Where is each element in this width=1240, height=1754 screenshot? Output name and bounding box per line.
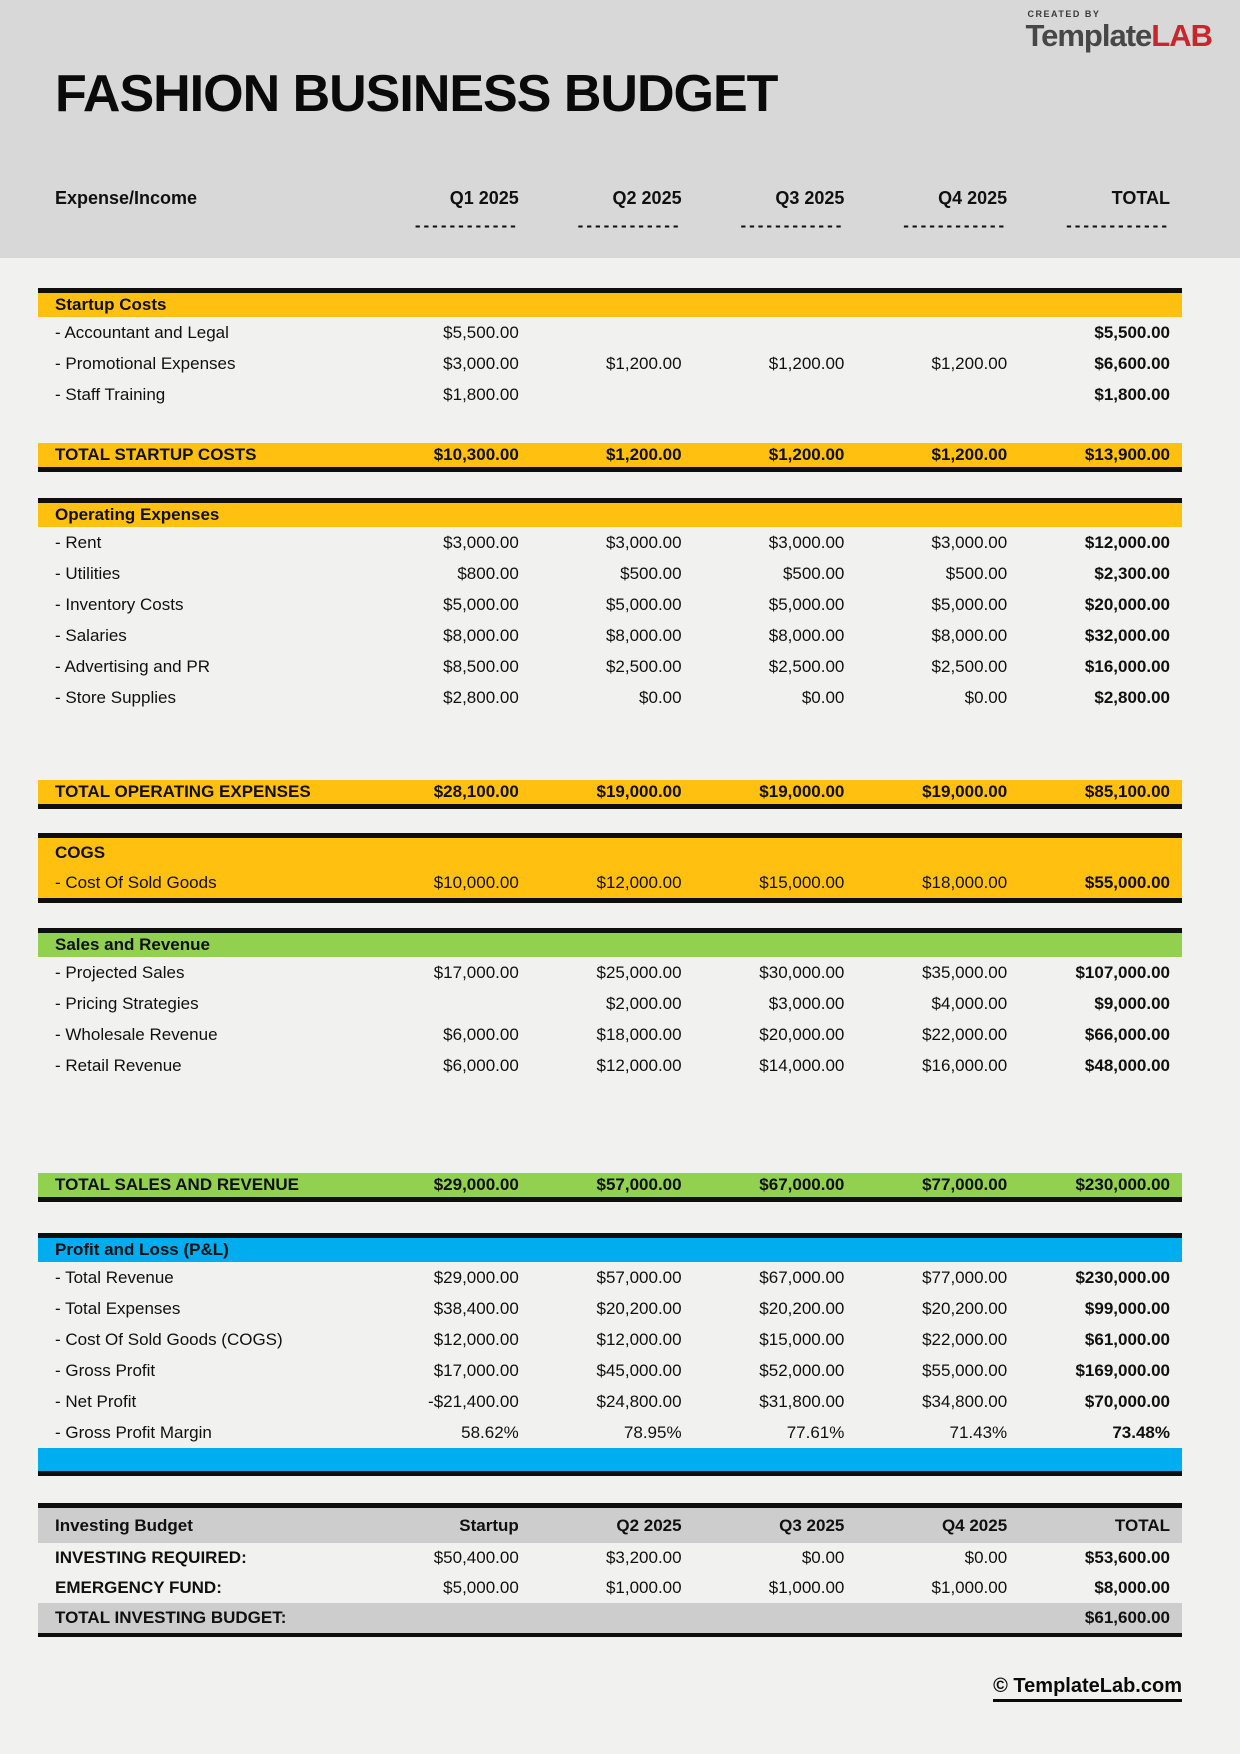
- total-row-label: TOTAL INVESTING BUDGET:: [55, 1608, 287, 1627]
- row-value: $24,800.00: [596, 1391, 682, 1411]
- row-total-value: $53,600.00: [1084, 1548, 1170, 1567]
- total-row-value: $85,100.00: [1084, 782, 1170, 801]
- row-value: $55,000.00: [922, 1360, 1008, 1380]
- row-value: $500.00: [782, 563, 845, 583]
- investing-row: [38, 1573, 1182, 1603]
- row-value: $6,000.00: [443, 1055, 519, 1075]
- row-value: 77.61%: [786, 1422, 845, 1442]
- row-value: $5,000.00: [931, 594, 1008, 614]
- total-row-value: $57,000.00: [596, 1175, 682, 1194]
- row-value: $0.00: [964, 1548, 1008, 1567]
- row-value: $2,000.00: [605, 993, 682, 1013]
- row-label: - Utilities: [55, 563, 121, 583]
- pnl-row: [38, 1417, 1182, 1448]
- section-title: Operating Expenses: [55, 505, 220, 524]
- row-value: $3,000.00: [443, 353, 519, 373]
- row-value: $16,000.00: [922, 1055, 1008, 1075]
- row-total-value: $9,000.00: [1094, 993, 1170, 1013]
- section-header-profit-and-loss: [38, 1233, 1182, 1262]
- total-row-value: $19,000.00: [922, 782, 1008, 801]
- row-label: - Projected Sales: [55, 962, 185, 982]
- row-value: $6,000.00: [443, 1024, 519, 1044]
- total-row-value: $13,900.00: [1084, 445, 1170, 464]
- row-value: $3,000.00: [605, 532, 682, 552]
- row-total-value: $12,000.00: [1084, 532, 1170, 552]
- row-value: $77,000.00: [922, 1267, 1008, 1287]
- row-value: $45,000.00: [596, 1360, 682, 1380]
- row-value: 58.62%: [461, 1422, 519, 1442]
- pnl-row: [38, 1324, 1182, 1355]
- dash-divider: ------------: [903, 216, 1008, 235]
- row-label: - Gross Profit: [55, 1360, 156, 1380]
- row-total-value: $6,600.00: [1094, 353, 1170, 373]
- logo-template-text: Template: [1025, 18, 1152, 53]
- row-value: $29,000.00: [433, 1267, 519, 1287]
- row-total-value: $61,000.00: [1084, 1329, 1170, 1349]
- row-value: $30,000.00: [759, 962, 845, 982]
- row-label: - Accountant and Legal: [55, 322, 229, 342]
- row-value: $20,200.00: [596, 1298, 682, 1318]
- row-value: $5,500.00: [443, 322, 519, 342]
- section-header-cogs: [38, 838, 1182, 867]
- operating-row: [38, 589, 1182, 620]
- pnl-end-bar: [38, 1448, 1182, 1476]
- row-value: $1,000.00: [768, 1578, 845, 1597]
- row-value: $8,000.00: [443, 625, 519, 645]
- row-value: $3,000.00: [931, 532, 1008, 552]
- total-row-value: $19,000.00: [596, 782, 682, 801]
- row-value: $4,000.00: [931, 993, 1008, 1013]
- row-value: $800.00: [457, 563, 519, 583]
- total-row-value: $230,000.00: [1075, 1175, 1170, 1194]
- row-value: $12,000.00: [596, 872, 682, 892]
- row-value: $3,000.00: [768, 993, 845, 1013]
- row-total-value: $16,000.00: [1084, 656, 1170, 676]
- row-value: $20,000.00: [759, 1024, 845, 1044]
- row-label: - Inventory Costs: [55, 594, 184, 614]
- page-header-band: [0, 0, 1240, 258]
- spacer: [38, 410, 1182, 443]
- investing-row: [38, 1543, 1182, 1573]
- column-header-q1: Q1 2025: [449, 188, 519, 208]
- row-value: $2,800.00: [443, 687, 519, 707]
- section-title: COGS: [55, 842, 106, 862]
- pnl-row: [38, 1355, 1182, 1386]
- row-label: - Retail Revenue: [55, 1055, 182, 1075]
- operating-row: [38, 558, 1182, 589]
- row-value: $52,000.00: [759, 1360, 845, 1380]
- row-value: $35,000.00: [922, 962, 1008, 982]
- total-row-value: $29,000.00: [433, 1175, 519, 1194]
- row-label: - Promotional Expenses: [55, 353, 236, 373]
- row-value: $8,000.00: [768, 625, 845, 645]
- row-value: $67,000.00: [759, 1267, 845, 1287]
- budget-table: [38, 258, 1182, 1702]
- row-value: $3,000.00: [768, 532, 845, 552]
- templatelab-footer-link[interactable]: © TemplateLab.com: [993, 1675, 1182, 1702]
- dash-divider: ------------: [577, 216, 682, 235]
- row-label: - Cost Of Sold Goods (COGS): [55, 1329, 283, 1349]
- total-operating-expenses-row: [38, 780, 1182, 809]
- section-profit-and-loss: [38, 1233, 1182, 1476]
- row-label: - Staff Training: [55, 384, 166, 404]
- templatelab-logo: [1025, 10, 1212, 51]
- sales-row: [38, 957, 1182, 988]
- row-value: $5,000.00: [443, 1578, 519, 1597]
- row-value: 78.95%: [623, 1422, 682, 1442]
- row-label: - Cost Of Sold Goods: [55, 872, 217, 892]
- row-value: $57,000.00: [596, 1267, 682, 1287]
- row-value: $14,000.00: [759, 1055, 845, 1075]
- row-total-value: $32,000.00: [1084, 625, 1170, 645]
- total-row-value: $28,100.00: [433, 782, 519, 801]
- row-value: $17,000.00: [433, 962, 519, 982]
- row-value: $2,500.00: [605, 656, 682, 676]
- row-label: - Total Expenses: [55, 1298, 181, 1318]
- row-value: $12,000.00: [596, 1055, 682, 1075]
- investing-title: Investing Budget: [55, 1515, 193, 1535]
- row-label: - Rent: [55, 532, 102, 552]
- section-operating-expenses: [38, 498, 1182, 809]
- row-value: $17,000.00: [433, 1360, 519, 1380]
- total-row-value: $61,600.00: [1084, 1608, 1170, 1627]
- section-header-operating-expenses: [38, 498, 1182, 527]
- row-value: $38,400.00: [433, 1298, 519, 1318]
- cogs-row: [38, 867, 1182, 898]
- column-header-q2: Q2 2025: [612, 188, 682, 208]
- total-row-value: $1,200.00: [768, 445, 845, 464]
- investing-column-q4: Q4 2025: [941, 1515, 1008, 1535]
- section-startup-costs: [38, 288, 1182, 472]
- row-value: $0.00: [801, 687, 845, 707]
- operating-row: [38, 651, 1182, 682]
- total-investing-budget-row: [38, 1603, 1182, 1633]
- row-value: -$21,400.00: [428, 1391, 519, 1411]
- dash-divider: ------------: [1066, 216, 1170, 235]
- row-total-value: $5,500.00: [1094, 322, 1170, 342]
- page-title: FASHION BUSINESS BUDGET: [55, 65, 778, 123]
- row-total-value: $20,000.00: [1084, 594, 1170, 614]
- column-header-expense-income: Expense/Income: [55, 188, 198, 208]
- row-value: $1,800.00: [443, 384, 519, 404]
- row-value: $8,000.00: [931, 625, 1008, 645]
- row-total-value: $99,000.00: [1084, 1298, 1170, 1318]
- row-value: $50,400.00: [433, 1548, 519, 1567]
- investing-column-total: TOTAL: [1114, 1515, 1170, 1535]
- row-value: $22,000.00: [922, 1024, 1008, 1044]
- row-total-value: $2,300.00: [1094, 563, 1170, 583]
- total-startup-costs-row: [38, 443, 1182, 472]
- row-label: - Wholesale Revenue: [55, 1024, 218, 1044]
- row-value: $5,000.00: [443, 594, 519, 614]
- row-value: $8,500.00: [443, 656, 519, 676]
- section-sales-and-revenue: [38, 928, 1182, 1202]
- investing-header-row: [38, 1508, 1182, 1543]
- row-value: $8,000.00: [605, 625, 682, 645]
- investing-column-q3: Q3 2025: [779, 1515, 845, 1535]
- sales-row: [38, 988, 1182, 1019]
- section-title: Startup Costs: [55, 295, 167, 314]
- column-header-total: TOTAL: [1111, 188, 1170, 208]
- row-value: $20,200.00: [759, 1298, 845, 1318]
- row-value: 71.43%: [949, 1422, 1008, 1442]
- operating-row: [38, 527, 1182, 558]
- row-total-value: $70,000.00: [1084, 1391, 1170, 1411]
- row-value: $12,000.00: [596, 1329, 682, 1349]
- column-header-q4: Q4 2025: [938, 188, 1008, 208]
- row-value: $1,200.00: [768, 353, 845, 373]
- total-row-value: $67,000.00: [759, 1175, 845, 1194]
- row-total-value: $2,800.00: [1094, 687, 1170, 707]
- investing-column-q2: Q2 2025: [616, 1515, 682, 1535]
- row-value: $0.00: [801, 1548, 845, 1567]
- row-value: $31,800.00: [759, 1391, 845, 1411]
- row-value: $10,000.00: [433, 872, 519, 892]
- row-total-value: $8,000.00: [1094, 1578, 1170, 1597]
- operating-row: [38, 682, 1182, 713]
- section-title: Profit and Loss (P&L): [55, 1240, 229, 1259]
- total-row-label: TOTAL SALES AND REVENUE: [55, 1175, 300, 1194]
- spacer: [38, 1081, 1182, 1173]
- sales-row: [38, 1050, 1182, 1081]
- dash-divider: ------------: [414, 216, 519, 235]
- row-value: $5,000.00: [768, 594, 845, 614]
- section-title: Sales and Revenue: [55, 935, 210, 954]
- column-header-dashes: [38, 216, 1182, 236]
- total-row-label: TOTAL OPERATING EXPENSES: [55, 782, 311, 801]
- column-header-row: [38, 188, 1182, 209]
- row-value: $34,800.00: [922, 1391, 1008, 1411]
- operating-row: [38, 620, 1182, 651]
- row-value: $15,000.00: [759, 1329, 845, 1349]
- row-value: $2,500.00: [768, 656, 845, 676]
- pnl-row: [38, 1262, 1182, 1293]
- row-total-value: $169,000.00: [1075, 1360, 1170, 1380]
- row-value: $20,200.00: [922, 1298, 1008, 1318]
- section-header-startup-costs: [38, 288, 1182, 317]
- row-value: $1,200.00: [605, 353, 682, 373]
- dash-divider: ------------: [740, 216, 845, 235]
- row-total-value: 73.48%: [1112, 1422, 1170, 1442]
- section-cogs: [38, 833, 1182, 903]
- section-investing-budget: [38, 1503, 1182, 1637]
- row-label: - Total Revenue: [55, 1267, 174, 1287]
- pnl-row: [38, 1293, 1182, 1324]
- row-label: INVESTING REQUIRED:: [55, 1548, 247, 1567]
- page-footer: [38, 1675, 1182, 1702]
- total-sales-and-revenue-row: [38, 1173, 1182, 1202]
- row-label: - Salaries: [55, 625, 127, 645]
- column-header-q3: Q3 2025: [775, 188, 845, 208]
- total-row-value: $1,200.00: [931, 445, 1008, 464]
- startup-row: [38, 317, 1182, 348]
- row-value: $3,200.00: [605, 1548, 682, 1567]
- row-label: - Pricing Strategies: [55, 993, 199, 1013]
- row-value: $0.00: [964, 687, 1008, 707]
- row-label: - Store Supplies: [55, 687, 176, 707]
- sales-row: [38, 1019, 1182, 1050]
- row-value: $15,000.00: [759, 872, 845, 892]
- total-row-value: $19,000.00: [759, 782, 845, 801]
- startup-row: [38, 348, 1182, 379]
- row-value: $3,000.00: [443, 532, 519, 552]
- row-value: $0.00: [639, 687, 682, 707]
- row-label: - Advertising and PR: [55, 656, 210, 676]
- row-value: $25,000.00: [596, 962, 682, 982]
- row-value: $2,500.00: [931, 656, 1008, 676]
- spacer: [38, 713, 1182, 780]
- row-total-value: $55,000.00: [1084, 872, 1170, 892]
- row-total-value: $107,000.00: [1075, 962, 1170, 982]
- row-value: $1,200.00: [931, 353, 1008, 373]
- investing-column-startup: Startup: [459, 1515, 519, 1535]
- row-value: $18,000.00: [596, 1024, 682, 1044]
- row-value: $12,000.00: [433, 1329, 519, 1349]
- row-total-value: $48,000.00: [1084, 1055, 1170, 1075]
- pnl-row: [38, 1386, 1182, 1417]
- row-value: $1,000.00: [605, 1578, 682, 1597]
- logo-created-by-text: CREATED BY: [1027, 9, 1101, 19]
- section-header-sales-and-revenue: [38, 928, 1182, 957]
- row-total-value: $1,800.00: [1094, 384, 1170, 404]
- row-total-value: $230,000.00: [1075, 1267, 1170, 1287]
- row-value: $500.00: [620, 563, 682, 583]
- row-value: $22,000.00: [922, 1329, 1008, 1349]
- row-label: - Net Profit: [55, 1391, 137, 1411]
- row-value: $18,000.00: [922, 872, 1008, 892]
- total-row-value: $10,300.00: [433, 445, 519, 464]
- logo-lab-text: LAB: [1151, 18, 1212, 53]
- row-total-value: $66,000.00: [1084, 1024, 1170, 1044]
- row-value: $1,000.00: [931, 1578, 1008, 1597]
- total-row-value: $77,000.00: [922, 1175, 1008, 1194]
- total-row-label: TOTAL STARTUP COSTS: [55, 445, 257, 464]
- row-value: $5,000.00: [605, 594, 682, 614]
- row-label: - Gross Profit Margin: [55, 1422, 212, 1442]
- row-value: $500.00: [945, 563, 1008, 583]
- startup-row: [38, 379, 1182, 410]
- total-row-value: $1,200.00: [605, 445, 682, 464]
- row-label: EMERGENCY FUND:: [55, 1578, 222, 1597]
